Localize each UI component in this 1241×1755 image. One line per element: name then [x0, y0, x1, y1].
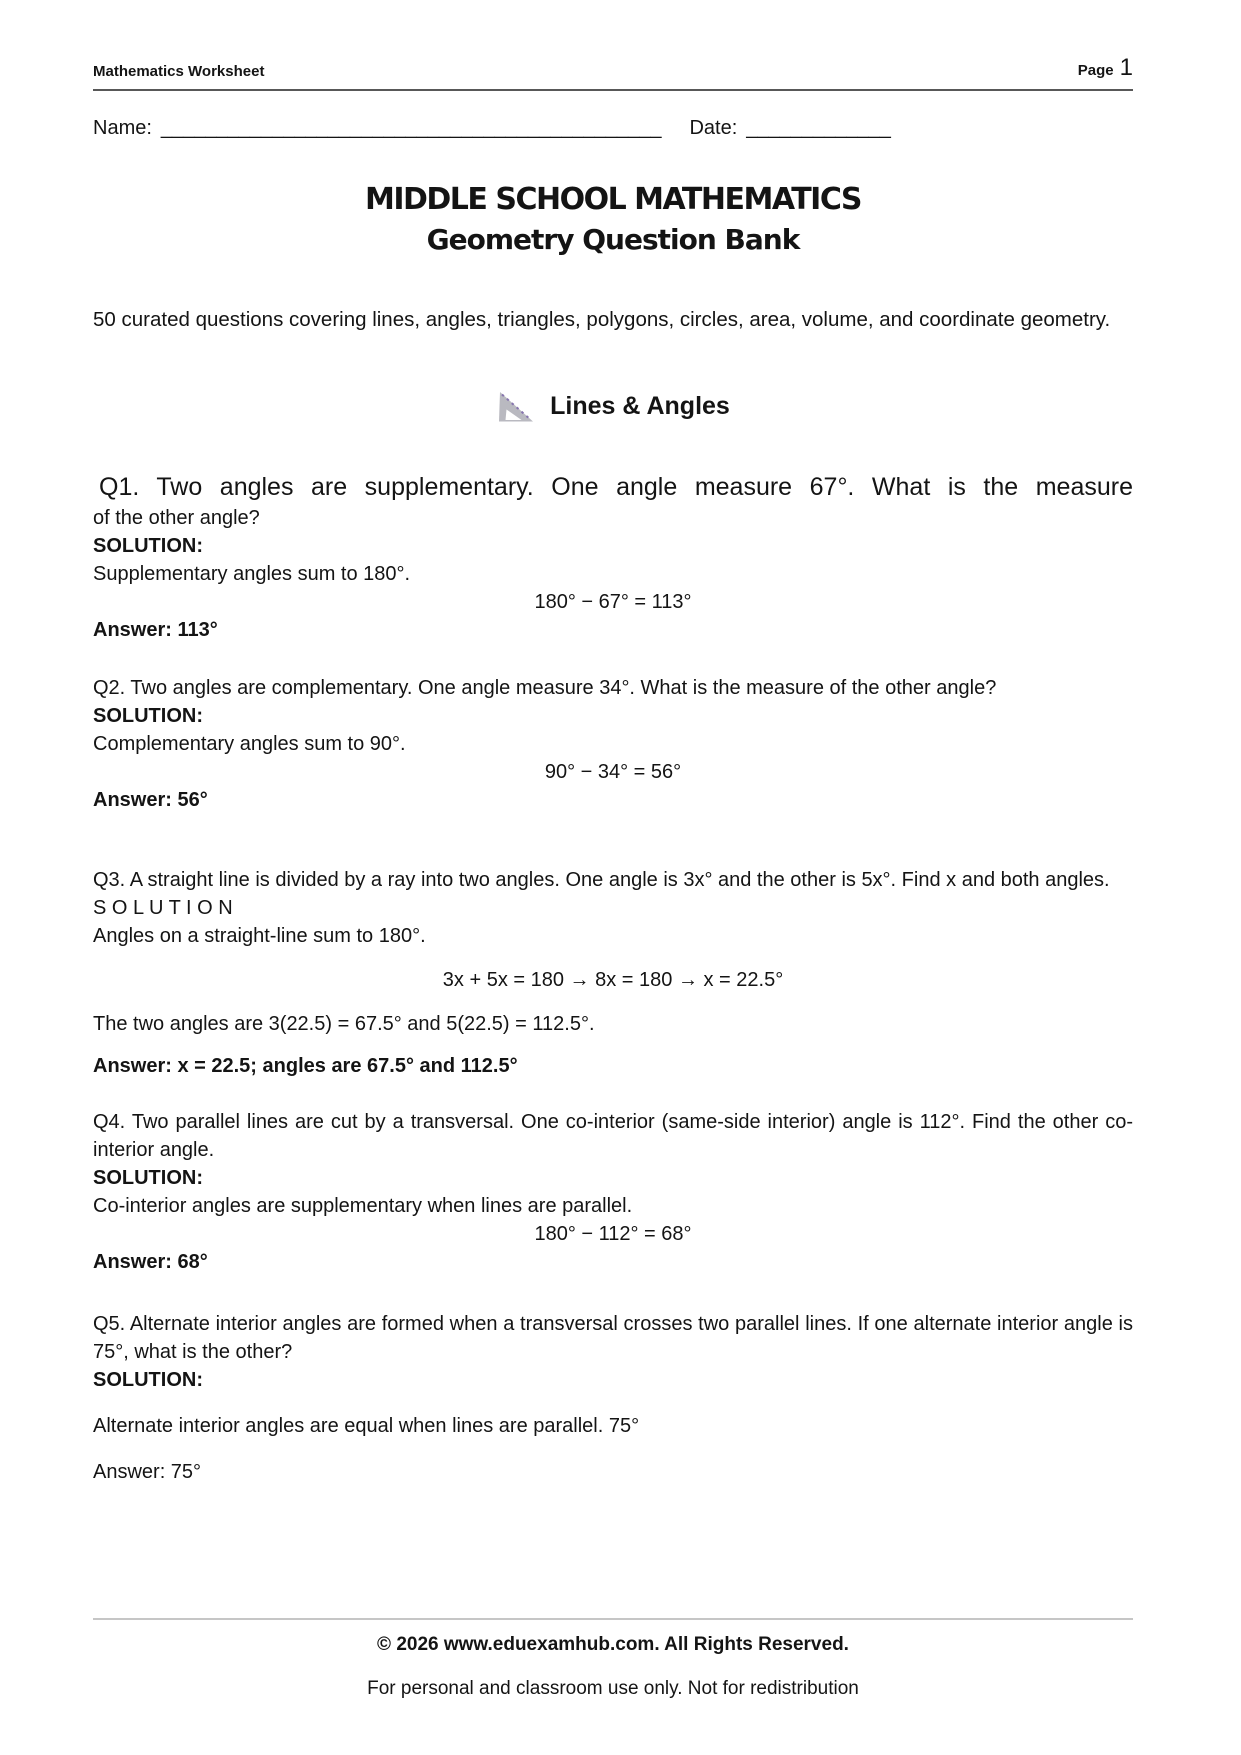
equation: 3x + 5x = 180 → 8x = 180 → x = 22.5°	[442, 969, 784, 991]
question-3-text: Q3. A straight line is divided by a ray into two angles. One angle is 3x° and the other is 5x°. Find x and both angles.	[93, 869, 1110, 891]
answer-line: Answer: 113°	[93, 619, 218, 641]
solution-post-text: The two angles are 3(22.5) = 67.5° and 5(22.5) = 112.5°.	[93, 1013, 595, 1035]
question-2	[93, 674, 1133, 814]
date-blank-line: _____________	[746, 117, 891, 139]
solution-text: Alternate interior angles are equal when lines are parallel. 75°	[93, 1415, 640, 1437]
header-title: Mathematics Worksheet	[93, 63, 265, 80]
answer-line: Answer: x = 22.5; angles are 67.5° and 112.5°	[93, 1055, 518, 1077]
intro-paragraph: 50 curated questions covering lines, angles, triangles, polygons, circles, area, volume, and coordinate geometry.	[93, 308, 1111, 331]
solution-text: Complementary angles sum to 90°.	[93, 733, 406, 755]
solution-label: SOLUTION:	[93, 1369, 203, 1391]
answer-line: Answer: 68°	[93, 1251, 208, 1273]
name-label: Name:	[93, 117, 152, 139]
page-header	[93, 56, 1133, 91]
section-title: Lines & Angles	[550, 392, 730, 420]
solution-text: Co-interior angles are supplementary when lines are parallel.	[93, 1195, 633, 1217]
footer-copyright: © 2026 www.eduexamhub.com. All Rights Reserved.	[377, 1634, 849, 1655]
page-number: 1	[1119, 54, 1133, 81]
answer-line: Answer: 56°	[93, 789, 208, 811]
footer-divider	[93, 1618, 1133, 1620]
footer-notice: For personal and classroom use only. Not for redistribution	[367, 1678, 859, 1699]
name-date-row	[93, 117, 1133, 140]
question-4-text: Q4. Two parallel lines are cut by a transversal. One co-interior (same-side interior) angle is 112°. Find the other co-interior angle.	[93, 1111, 1133, 1161]
solution-label: SOLUTION:	[93, 535, 203, 557]
solution-text: Supplementary angles sum to 180°.	[93, 563, 411, 585]
equation: 90° − 34° = 56°	[544, 761, 682, 783]
section-heading	[93, 389, 1133, 424]
question-1	[93, 470, 1133, 644]
question-1-text-rest: of the other angle?	[93, 507, 260, 529]
question-1-text-lead: Q1. Two angles are supplementary. One angle measure 67°. What is the measure	[99, 473, 1133, 501]
name-blank-line: _____________________________________________	[160, 117, 662, 139]
answer-line: Answer: 75°	[93, 1461, 202, 1483]
date-label: Date:	[689, 117, 738, 139]
document-title-line1: MIDDLE SCHOOL MATHEMATICS	[364, 182, 862, 217]
solution-label: SOLUTION:	[93, 1167, 203, 1189]
question-2-text: Q2. Two angles are complementary. One angle measure 34°. What is the measure of the other angle?	[93, 677, 997, 699]
page-footer	[93, 1618, 1133, 1700]
page-label: Page	[1077, 62, 1114, 79]
document-title	[93, 180, 1133, 260]
equation: 180° − 112° = 68°	[534, 1223, 692, 1245]
date-group	[689, 117, 890, 140]
question-5	[93, 1310, 1133, 1486]
page-indicator	[1078, 56, 1133, 80]
question-5-text: Q5. Alternate interior angles are formed when a transversal crosses two parallel lines. If one alternate interior angle is 75°, what is the other?	[93, 1313, 1133, 1363]
solution-label: S O L U T I O N	[93, 897, 233, 919]
solution-label: SOLUTION:	[93, 705, 203, 727]
question-3	[93, 866, 1133, 1080]
solution-text: Angles on a straight-line sum to 180°.	[93, 925, 426, 947]
document-title-line2: Geometry Question Bank	[426, 223, 800, 256]
question-4	[93, 1108, 1133, 1276]
equation: 180° − 67° = 113°	[534, 591, 692, 613]
triangular-ruler-icon	[496, 389, 536, 424]
